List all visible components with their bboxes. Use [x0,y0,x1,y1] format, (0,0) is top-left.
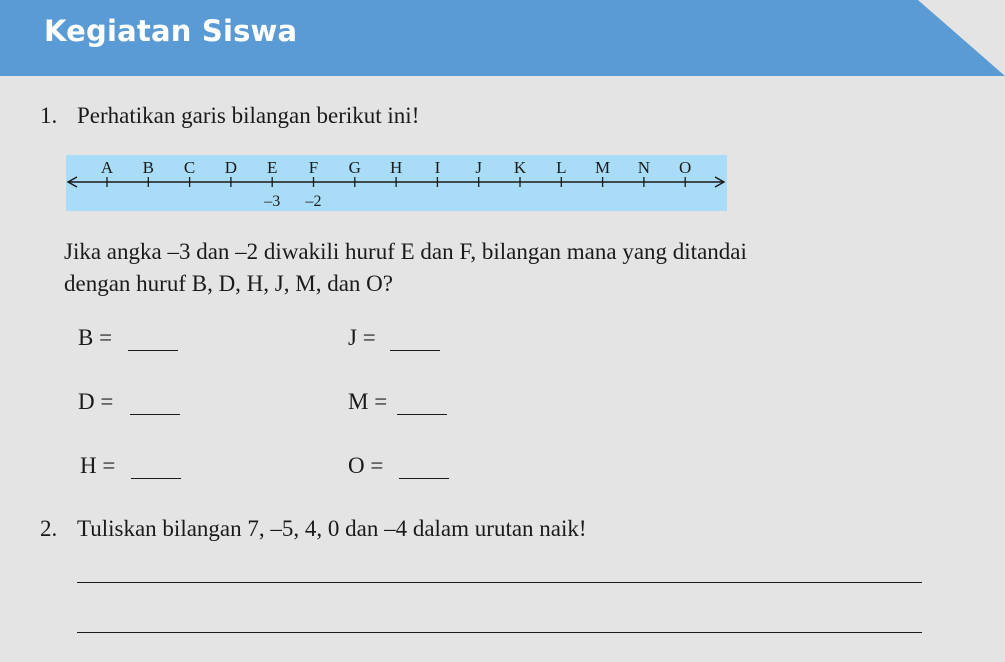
answer-label-h: H = [80,453,116,478]
question-2-text: Tuliskan bilangan 7, –5, 4, 0 dan –4 dalam urutan naik! [77,516,587,541]
tick-label-o: O [679,158,692,177]
tick-label-n: N [637,158,651,177]
answer-blank-b[interactable] [128,350,178,351]
answer-label-b: B = [78,325,113,350]
number-line [66,155,727,211]
tick-label-h: H [389,158,403,177]
question-1-number: 1. [40,103,58,128]
tick-label-m: M [595,158,611,177]
tick-label-d: D [224,158,238,177]
question-1-text: Perhatikan garis bilangan berikut ini! [77,103,420,128]
answer-blank-d[interactable] [130,414,180,415]
number-line-graphic [66,155,727,211]
tick-label-l: L [556,158,567,177]
tick-label-g: G [348,158,361,177]
answer-blank-o[interactable] [399,478,449,479]
banner-title: Kegiatan Siswa [44,14,298,48]
tick-label-j: J [475,158,483,177]
answer-writing-line-1[interactable] [77,582,922,583]
answer-label-j: J = [348,325,376,350]
tick-label-f: F [308,158,319,177]
answer-label-d: D = [78,389,114,414]
answer-blank-h[interactable] [131,478,181,479]
answer-writing-line-2[interactable] [77,632,922,633]
tick-label-c: C [183,158,196,177]
answer-blank-j[interactable] [390,350,440,351]
value-label-f: –2 [305,193,322,210]
tick-label-i: I [434,158,441,177]
answer-label-o: O = [348,453,384,478]
value-label-e: –3 [264,193,281,210]
question-1-paragraph [64,236,864,300]
tick-label-k: K [513,158,527,177]
question-2-number: 2. [40,516,58,541]
tick-label-e: E [267,158,278,177]
paragraph-line-1: Jika angka –3 dan –2 diwakili huruf E dan F, bilangan mana yang ditandai [64,239,747,264]
answer-label-m: M = [348,389,388,414]
tick-label-a: A [100,158,114,177]
tick-label-b: B [142,158,154,177]
paragraph-line-2: dengan huruf B, D, H, J, M, dan O? [64,271,393,296]
section-banner [0,0,1005,76]
answer-blank-m[interactable] [397,414,447,415]
